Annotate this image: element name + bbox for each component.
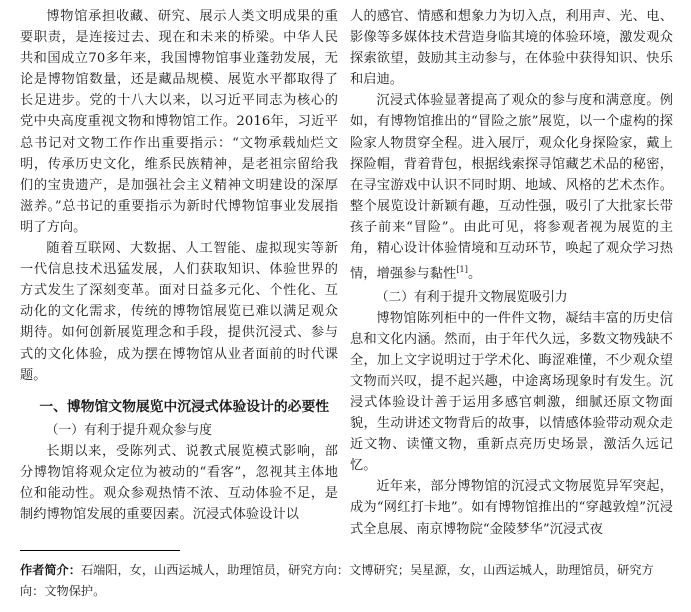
subsection-heading-2: （二）有利于提升文物展览吸引力 [375,289,568,305]
subsection-heading-1: （一）有利于提升观众参与度 [45,422,212,438]
right-column [350,6,673,540]
footnote-text: 石端阳，女，山西运城人，助理馆员，研究方向：文博研究；吴星源，女，山西运城人，助理馆员，研究方向：文物保护。 [20,563,654,598]
paragraph-recent-examples: 近年来，部分博物馆的沉浸式文物展览异军突起，成为“网红打卡地”。如有博物馆推出的“穿越敦煌”沉浸式全息展、南京博物院“金陵梦华”沉浸式夜 [350,479,673,537]
footnote-divider [20,550,180,551]
paragraph-adventure-example [350,90,673,284]
author-footnote [20,560,672,602]
paragraph-attraction: 博物馆陈列柜中的一件件文物，凝结丰富的历史信息和文化内涵。然而，由于年代久远，多数文物残缺不全，加上文字说明过于学术化、晦涩难懂，不少观众望文物而兴叹，提不起兴趣，中途离场现象时有发生。沉浸式体验设计善于运用多感官刺激，细腻还原文物面貌，生动讲述文物背后的故事，以情感体验带动观众走近文物、读懂文物，重新点亮历史场景，激活久远记忆。 [350,310,673,474]
citation-mark: [1] [456,265,468,275]
paragraph-participation: 长期以来，受陈列式、说教式展览模式影响，部分博物馆将观众定位为被动的“看客”，忽视其主体地位和能动性。观众参观热情不浓、互动体验不足，是制约博物馆发展的重要因素。沉浸式体验设计以 [20,443,338,522]
paragraph-adventure-end: 。 [467,266,482,282]
paragraph-intro: 博物馆承担收藏、研究、展示人类文明成果的重要职责，是连接过去、现在和未来的桥梁。中华人民共和国成立70多年来，我国博物馆事业蓬勃发展，无论是博物馆数量，还是藏品规模、展览水平都取得了长足进步。党的十八大以来，以习近平同志为核心的党中央高度重视文物和博物馆工作。2016年，习近平总书记对文物工作作出重要指示：“文物承载灿烂文明，传承历史文化，维系民族精神，是老祖宗留给我们的宝贵遗产，是加强社会主义精神文明建设的深厚滋养。”总书记的重要指示为新时代博物馆事业发展指明了方向。 [20,9,338,235]
paragraph-adventure-text: 沉浸式体验显著提高了观众的参与度和满意度。例如，有博物馆推出的“冒险之旅”展览，以一个虚构的探险家人物贯穿全程。进入展厅，观众化身探险家，戴上探险帽，背着背包，根据线索探寻馆藏艺术品的秘密，在寻宝游戏中认识不同时期、地域、风格的艺术杰作。整个展览设计新颖有趣，互动性强，吸引了大批家长带孩子前来“冒险”。由此可见，将参观者视为展览的主角，精心设计体验情境和互动环节，唤起了观众学习热情，增强参与黏性 [350,93,673,282]
section-heading-1: 一、博物馆文物展览中沉浸式体验设计的必要性 [39,398,330,415]
paragraph-background: 随着互联网、大数据、人工智能、虚拟现实等新一代信息技术迅猛发展，人们获取知识、体验世界的方式发生了深刻变革。面对日益多元化、个性化、互动化的文化需求，传统的博物馆展览已难以满足观众期待。如何创新展览理念和手段，提供沉浸式、参与式的文化体验，成为摆在博物馆从业者面前的时代课题。 [20,241,338,383]
paragraph-continued: 人的感官、情感和想象力为切入点，利用声、光、电、影像等多媒体技术营造身临其境的体验环境，激发观众探索欲望，鼓励其主动参与，在体验中获得知识、快乐和启迪。 [350,9,673,88]
left-column [20,6,338,525]
footnote-label: 作者简介： [20,563,81,577]
